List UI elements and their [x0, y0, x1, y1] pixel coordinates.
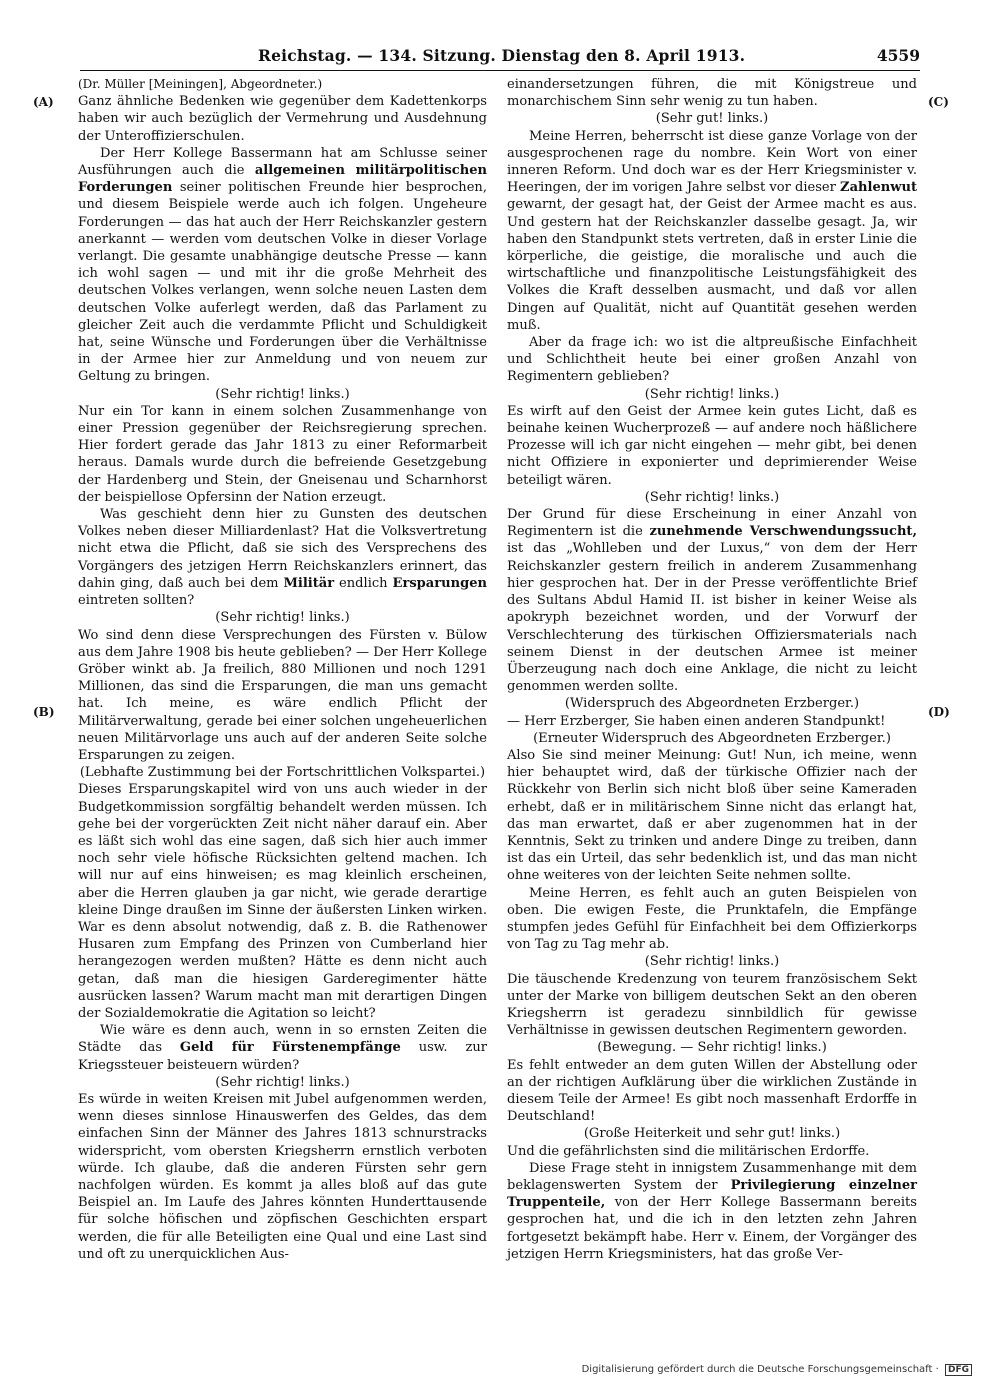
page-number: 4559	[876, 46, 920, 65]
left-column	[78, 76, 487, 1263]
paragraph	[507, 1160, 917, 1263]
interjection: (Sehr gut! links.)	[655, 111, 769, 127]
interjection: (Sehr richtig! links.)	[644, 954, 780, 970]
interjection: (Große Heiterkeit und sehr gut! links.)	[583, 1126, 841, 1142]
interjection: (Bewegung. — Sehr richtig! links.)	[597, 1040, 827, 1056]
interjection: (Erneuter Widerspruch des Abgeordneten Erzberger.)	[533, 730, 891, 746]
text-run: Der Herr Kollege Bassermann hat am Schlusse seiner Ausführungen auch die	[78, 145, 487, 179]
interjection: (Sehr richtig! links.)	[644, 489, 780, 505]
emphasis: zunehmende Verschwendungssucht,	[649, 524, 917, 540]
right-column	[507, 76, 917, 1263]
paragraph: Ganz ähnliche Bedenken wie gegenüber dem Kadettenkorps haben wir auch bezüglich der Vermehrung und Ausdehnung der Unteroffizierschulen.	[78, 94, 487, 144]
paragraph: Meine Herren, es fehlt auch an guten Beispielen von oben. Die ewigen Feste, die Prunktafeln, die Empfänge stumpfen jedes Gefühl für Einfachheit bei dem Offizierkorps von Tag zu Tag mehr ab.	[507, 885, 917, 953]
foreign-phrase: rage du nombre.	[633, 145, 757, 161]
paragraph: Es würde in weiten Kreisen mit Jubel aufgenommen werden, wenn dieses sinnlose Hinauswerfen des Geldes, das dem einfachen Sinn der Männer des Jahres 1813 schnurstracks widerspricht, vom obersten Kriegsherrn ernstlich verboten würde. Ich glaube, daß die anderen Fürsten sehr gern nachfolgen würden. Es kommt ja alles bloß auf das gute Beispiel an. Im Laufe des Jahres könnten Hunderttausende für solche höfischen und zöpfischen Geschichten erspart werden, die für alle Beteiligten eine Qual und eine Last sind und oft zu unerquicklichen Aus-	[78, 1091, 487, 1262]
paragraph: Die täuschende Kredenzung von teurem französischem Sekt unter der Marke von billigem deutschen Sekt an den oberen Kriegsherrn ist geradezu sinnbildlich für gewisse Verhältnisse in gewissen deutschen Regimentern geworden.	[507, 971, 917, 1039]
interjection: (Lebhafte Zustimmung bei der Fortschrittlichen Volkspartei.)	[79, 765, 486, 781]
credit-text: Digitalisierung gefördert durch die Deutsche Forschungsgemeinschaft ·	[581, 1364, 939, 1375]
interjection: (Sehr richtig! links.)	[215, 610, 350, 626]
emphasis: Zahlenwut	[840, 180, 917, 196]
paragraph: einandersetzungen führen, die mit Königstreue und monarchischem Sinn sehr wenig zu tun haben.	[507, 77, 917, 110]
paragraph: Es fehlt entweder an dem guten Willen der Abstellung oder an der richtigen Aufklärung über die wirklichen Zustände in diesem Teile der Armee! Es gibt noch massenhaft Erdorffe in Deutschland!	[507, 1057, 917, 1125]
text-run: Wie wäre es denn auch, wenn in so ernsten Zeiten die Städte das	[78, 1023, 487, 1056]
paragraph	[78, 1022, 487, 1074]
page-header	[80, 46, 920, 70]
text-run: von der Herr Kollege Bassermann bereits gesprochen hat, und die ich in den letzten zehn Jahren fortgesetzt bekämpft habe. Herr v. Einem, der Vorgänger des jetzigen Herrn Kriegsministers, hat das große Ver-	[507, 1195, 917, 1262]
text-run: usw. zur Kriegssteuer beisteuern würden?	[78, 1040, 487, 1073]
paragraph: Nur ein Tor kann in einem solchen Zusammenhange von einer Pression gegenüber der Reichsregierung sprechen. Hier fordert gerade das Jahr 1813 zu einer Reformarbeit heraus. Damals wurde durch die befreiende Gesetzgebung der Hardenberg und Stein, der Gneisenau und Scharnhorst der beispiellose Opfersinn der Nation erzeugt.	[78, 403, 487, 505]
text-run: endlich	[334, 575, 393, 591]
digitization-credit	[582, 1364, 972, 1376]
emphasis: Ersparungen	[392, 575, 487, 591]
margin-marker-c: (C)	[928, 95, 949, 109]
text-run: Meine Herren, beherrscht ist diese ganze Vorlage von der ausgesprochenen	[507, 128, 917, 161]
header-rule	[80, 70, 920, 71]
interjection: (Sehr richtig! links.)	[215, 386, 350, 402]
emphasis: allgemeinen militärpolitischen Forderungen	[78, 163, 487, 196]
paragraph: Es wirft auf den Geist der Armee kein gutes Licht, daß es beinahe keinen Wucherprozeß — auf andere noch häßlichere Prozesse will ich gar nicht eingehen — mehr gibt, bei denen nicht Offiziere in exponierter und deprimierender Weise beteiligt wären.	[507, 403, 917, 488]
paragraph: Wo sind denn diese Versprechungen des Fürsten v. Bülow aus dem Jahre 1908 bis heute geblieben? — Der Herr Kollege Gröber winkt ab. Ja freilich, 880 Millionen und noch 1291 Millionen, das sind die Ersparungen, die man uns gemacht hat. Ich meine, es wäre endlich Pflicht der Militärverwaltung, gerade bei einer solchen ungeheuerlichen neuen Militärvorlage uns auch auf der anderen Seite solche Ersparungen zu zeigen.	[78, 627, 487, 763]
paragraph: — Herr Erzberger, Sie haben einen anderen Standpunkt!	[507, 713, 886, 729]
margin-marker-d: (D)	[928, 705, 950, 719]
paragraph: Also Sie sind meiner Meinung: Gut! Nun, ich meine, wenn hier behauptet wird, daß der türkische Offizier nach der Rückkehr von Berlin sich nicht bloß über seine Kameraden erhebt, daß er in militärischem Sinne nicht das erlangt hat, das man erwartet, daß er aber zugenommen hat in der Kenntnis, Sekt zu trinken und andere Dinge zu treiben, dann ist das ein Urteil, das sehr bedenklich ist, und das man nicht ohne weiteres von der leichten Seite nehmen sollte.	[507, 747, 917, 884]
interjection: (Widerspruch des Abgeordneten Erzberger.)	[564, 696, 860, 712]
interjection: (Sehr richtig! links.)	[644, 386, 780, 402]
text-run: Der Grund für diese Erscheinung in einer Anzahl von Regimentern ist die	[507, 507, 917, 540]
emphasis: Privilegierung einzelner Truppenteile,	[507, 1178, 917, 1211]
running-title: Reichstag. — 134. Sitzung. Dienstag den 8. April 1913.	[258, 46, 746, 65]
paragraph	[507, 506, 917, 695]
emphasis: Militär	[283, 575, 335, 591]
text-run: gewarnt, der gesagt hat, der Geist der Armee macht es aus. Und gestern hat der Reichskanzler dasselbe gesagt. Ja, wir haben den Standpunkt stets vertreten, daß in erster Linie die körperliche, die geistige, die moralische und auch die wirtschaftliche und finanzpolitische Leistungsfähigkeit des Volkes die Kraft desselben ausmacht, und daß vor allen Dingen auf Qualität, nicht auf Quantität gesehen werden muß.	[507, 197, 917, 333]
dfg-logo: DFG	[945, 1364, 972, 1376]
text-run: seiner politischen Freunde hier besprochen, und diesem Beispiele werde auch ich folgen. Ungeheure Forderungen — das hat auch der Herr Reichskanzler gestern anerkannt — werden vom deutschen Volke in dieser Vorlage verlangt. Die gesamte unabhängige deutsche Presse — kann ich wohl sagen — und mit ihr die große Mehrheit des deutschen Volkes verlangen, wenn solche neuen Lasten dem deutschen Volke auferlegt werden, daß das Parlament zu gleicher Zeit auch die verdammte Pflicht und Schuldigkeit hat, seine Wünsche und Forderungen über die Verhältnisse in der Armee hier zur Anmeldung und von neuem zur Geltung zu bringen.	[78, 180, 487, 385]
text-run: Was geschieht denn hier zu Gunsten des deutschen Volkes neben dieser Milliardenlast? Hat die Volksvertretung nicht etwa die Pflicht, daß sie sich des Versprechens des Vorgängers des jetzigen Herrn Reichskanzlers erinnert, das dahin ging, daß auch bei dem	[78, 507, 487, 591]
interjection: (Sehr richtig! links.)	[215, 1074, 350, 1090]
text-run: ist das „Wohlleben und der Luxus,“ von dem der Herr Reichskanzler gestern freilich in anderem Zusammenhang hier gesprochen hat. Der in der Presse veröffentlichte Brief des Sultans Abdul Hamid II. ist bisher in keiner Weise als apokryph bezeichnet worden, und der Vorwurf der Verschlechterung des türkischen Offiziersmaterials nach seinem Dienst in der deutschen Armee ist meiner Überzeugung nach doch eine Anklage, die nicht zu leicht genommen werden sollte.	[507, 541, 917, 695]
margin-marker-a: (A)	[33, 95, 54, 109]
text-run: eintreten sollten?	[78, 593, 195, 609]
paragraph	[78, 506, 487, 609]
paragraph: Aber da frage ich: wo ist die altpreußische Einfachheit und Schlichtheit heute bei einer großen Anzahl von Regimentern geblieben?	[507, 335, 917, 385]
paragraph	[78, 145, 487, 386]
text-run: Kein Wort von einer inneren Reform. Und doch war es der Herr Kriegsminister v. Heeringen, der im vorigen Jahre selbst vor dieser	[507, 145, 917, 196]
emphasis: Geld für Fürstenempfänge	[179, 1040, 401, 1056]
paragraph: Dieses Ersparungskapitel wird von uns auch wieder in der Budgetkommission sorgfältig behandelt werden müssen. Ich gehe bei der vorgerückten Zeit nicht näher darauf ein. Aber es läßt sich wohl das eine sagen, daß sich hier auch immer noch sehr viele höfische Rücksichten geltend machen. Ich will nur auf eins hinweisen; es mag kleinlich erscheinen, aber die Herren glauben ja gar nicht, wie gerade derartige kleine Dinge draußen im Sinne der äußersten Linken wirken. War es denn absolut notwendig, daß z. B. die Rathenower Husaren zum Empfang des Prinzen von Cumberland hier herangezogen werden mußten? Hätte es denn nicht auch getan, daß man die hiesigen Garderegimenter hätte ausrücken lassen? Warum macht man mit derartigen Dingen der Sozialdemokratie die Agitation so leicht?	[78, 782, 487, 1021]
margin-marker-b: (B)	[33, 705, 55, 719]
paragraph: Und die gefährlichsten sind die militärischen Erdorffe.	[507, 1143, 870, 1159]
text-run: Diese Frage steht in innigstem Zusammenhange mit dem beklagenswerten System der	[507, 1160, 917, 1193]
paragraph	[507, 128, 917, 334]
speaker-note: (Dr. Müller [Meiningen], Abgeordneter.)	[78, 77, 323, 91]
